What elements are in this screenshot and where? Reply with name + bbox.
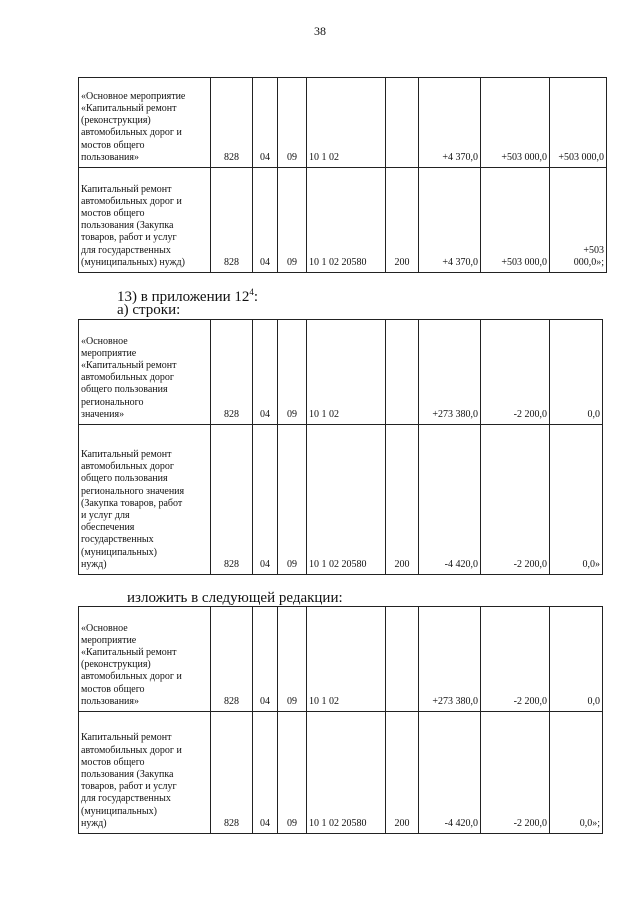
expense-type-cell [386, 320, 419, 425]
description-line: общего пользования [81, 384, 168, 396]
row-description [79, 78, 211, 168]
amount-year-2-cell: +503 000,0 [481, 168, 550, 273]
budget-table-1 [78, 77, 607, 273]
amount-year-3-cell: 0,0 [550, 607, 603, 712]
description-line: мостов общего [81, 207, 145, 219]
target-article-cell: 10 1 02 20580 [307, 168, 386, 273]
row-description [79, 320, 211, 425]
description-line: (муниципальных) [81, 546, 157, 558]
description-line: и услуг для [81, 509, 130, 521]
subsection-code-cell: 09 [278, 425, 307, 575]
description-line: автомобильных дорог [81, 372, 175, 384]
description-line: автомобильных дорог и [81, 671, 182, 683]
description-line: пользования» [81, 151, 139, 163]
amount-year-3-cell: +503 000,0»; [550, 168, 607, 273]
table-row [79, 78, 607, 168]
description-line: автомобильных дорог [81, 461, 175, 473]
ministry-code-cell: 828 [211, 168, 253, 273]
description-line: «Основное [81, 622, 128, 634]
description-line: (Закупка товаров, работ [81, 497, 183, 509]
amount-year-2-cell: -2 200,0 [481, 712, 550, 834]
row-description [79, 607, 211, 712]
amount-year-1-cell: -4 420,0 [419, 425, 481, 575]
row-description [79, 425, 211, 575]
ministry-code-cell: 828 [211, 712, 253, 834]
expense-type-cell: 200 [386, 168, 419, 273]
amount-year-1-cell: -4 420,0 [419, 712, 481, 834]
description-line: товаров, работ и услуг [81, 232, 177, 244]
section-code-cell: 04 [253, 320, 278, 425]
description-line: пользования» [81, 695, 139, 707]
target-article-cell: 10 1 02 [307, 320, 386, 425]
description-line: автомобильных дорог и [81, 195, 182, 207]
ministry-code-cell: 828 [211, 425, 253, 575]
description-line: «Основное мероприятие [81, 90, 186, 102]
section-code-cell: 04 [253, 425, 278, 575]
row-description [79, 168, 211, 273]
description-line: автомобильных дорог и [81, 744, 182, 756]
description-line: «Капитальный ремонт [81, 102, 177, 114]
description-line: товаров, работ и услуг [81, 781, 177, 793]
amount-year-3-cell: 0,0 [550, 320, 603, 425]
description-line: для государственных [81, 244, 171, 256]
description-line: для государственных [81, 793, 171, 805]
description-line: пользования (Закупка [81, 220, 174, 232]
page-number: 38 [314, 24, 326, 38]
description-line: обеспечения [81, 522, 135, 534]
subsection-code-cell: 09 [278, 320, 307, 425]
description-line: общего пользования [81, 473, 168, 485]
description-line: мостов общего [81, 683, 145, 695]
section-code-cell: 04 [253, 168, 278, 273]
ministry-code-cell: 828 [211, 607, 253, 712]
description-line: значения» [81, 408, 125, 420]
section-code-cell: 04 [253, 78, 278, 168]
table-row [79, 168, 607, 273]
description-line: Капитальный ремонт [81, 732, 172, 744]
description-line: «Основное [81, 335, 128, 347]
table-row [79, 607, 603, 712]
description-line: регионального значения [81, 485, 185, 497]
description-line: Капитальный ремонт [81, 448, 172, 460]
subsection-code-cell: 09 [278, 607, 307, 712]
target-article-cell: 10 1 02 20580 [307, 425, 386, 575]
description-line: Капитальный ремонт [81, 183, 172, 195]
section-code-cell: 04 [253, 607, 278, 712]
section-code-cell: 04 [253, 712, 278, 834]
amount-year-1-cell: +4 370,0 [419, 168, 481, 273]
amount-year-3-cell: 0,0»; [550, 712, 603, 834]
amount-year-2-cell: -2 200,0 [481, 320, 550, 425]
description-line: мостов общего [81, 139, 145, 151]
amount-year-1-cell: +4 370,0 [419, 78, 481, 168]
description-line: (муниципальных) [81, 805, 157, 817]
amount-year-3-cell: 0,0» [550, 425, 603, 575]
subsection-code-cell: 09 [278, 168, 307, 273]
amount-year-2-cell: -2 200,0 [481, 607, 550, 712]
description-line: мероприятие [81, 347, 137, 359]
table-row [79, 425, 603, 575]
row-description [79, 712, 211, 834]
description-line: нужд) [81, 817, 107, 829]
appendix-heading-text: 13) в приложении 12 [117, 289, 250, 305]
amount-year-1-cell: +273 380,0 [419, 607, 481, 712]
description-line: государственных [81, 534, 154, 546]
amount-year-2-cell: +503 000,0 [481, 78, 550, 168]
description-line: мостов общего [81, 756, 145, 768]
target-article-cell: 10 1 02 20580 [307, 712, 386, 834]
expense-type-cell: 200 [386, 425, 419, 575]
target-article-cell: 10 1 02 [307, 607, 386, 712]
description-line: мероприятие [81, 634, 137, 646]
budget-table-2 [78, 319, 603, 575]
subsection-code-cell: 09 [278, 712, 307, 834]
expense-type-cell [386, 78, 419, 168]
description-line: «Капитальный ремонт [81, 646, 177, 658]
subheading-replace: изложить в следующей редакции: [127, 590, 343, 606]
description-line: «Капитальный ремонт [81, 359, 177, 371]
ministry-code-cell: 828 [211, 78, 253, 168]
table-row [79, 712, 603, 834]
amount-year-3-cell: +503 000,0 [550, 78, 607, 168]
appendix-number-superscript: 4 [249, 287, 254, 297]
description-line: (реконструкция) [81, 115, 151, 127]
budget-table-3 [78, 606, 603, 834]
description-line: автомобильных дорог и [81, 127, 182, 139]
amount-year-2-cell: -2 200,0 [481, 425, 550, 575]
description-line: регионального [81, 396, 144, 408]
subsection-code-cell: 09 [278, 78, 307, 168]
appendix-heading-colon: : [253, 289, 259, 305]
target-article-cell: 10 1 02 [307, 78, 386, 168]
subheading-a: а) строки: [117, 302, 181, 318]
expense-type-cell: 200 [386, 712, 419, 834]
description-line: (реконструкция) [81, 659, 151, 671]
ministry-code-cell: 828 [211, 320, 253, 425]
table-row [79, 320, 603, 425]
description-line: нужд) [81, 558, 107, 570]
amount-year-1-cell: +273 380,0 [419, 320, 481, 425]
expense-type-cell [386, 607, 419, 712]
description-line: пользования (Закупка [81, 768, 174, 780]
description-line: (муниципальных) нужд) [81, 256, 185, 268]
